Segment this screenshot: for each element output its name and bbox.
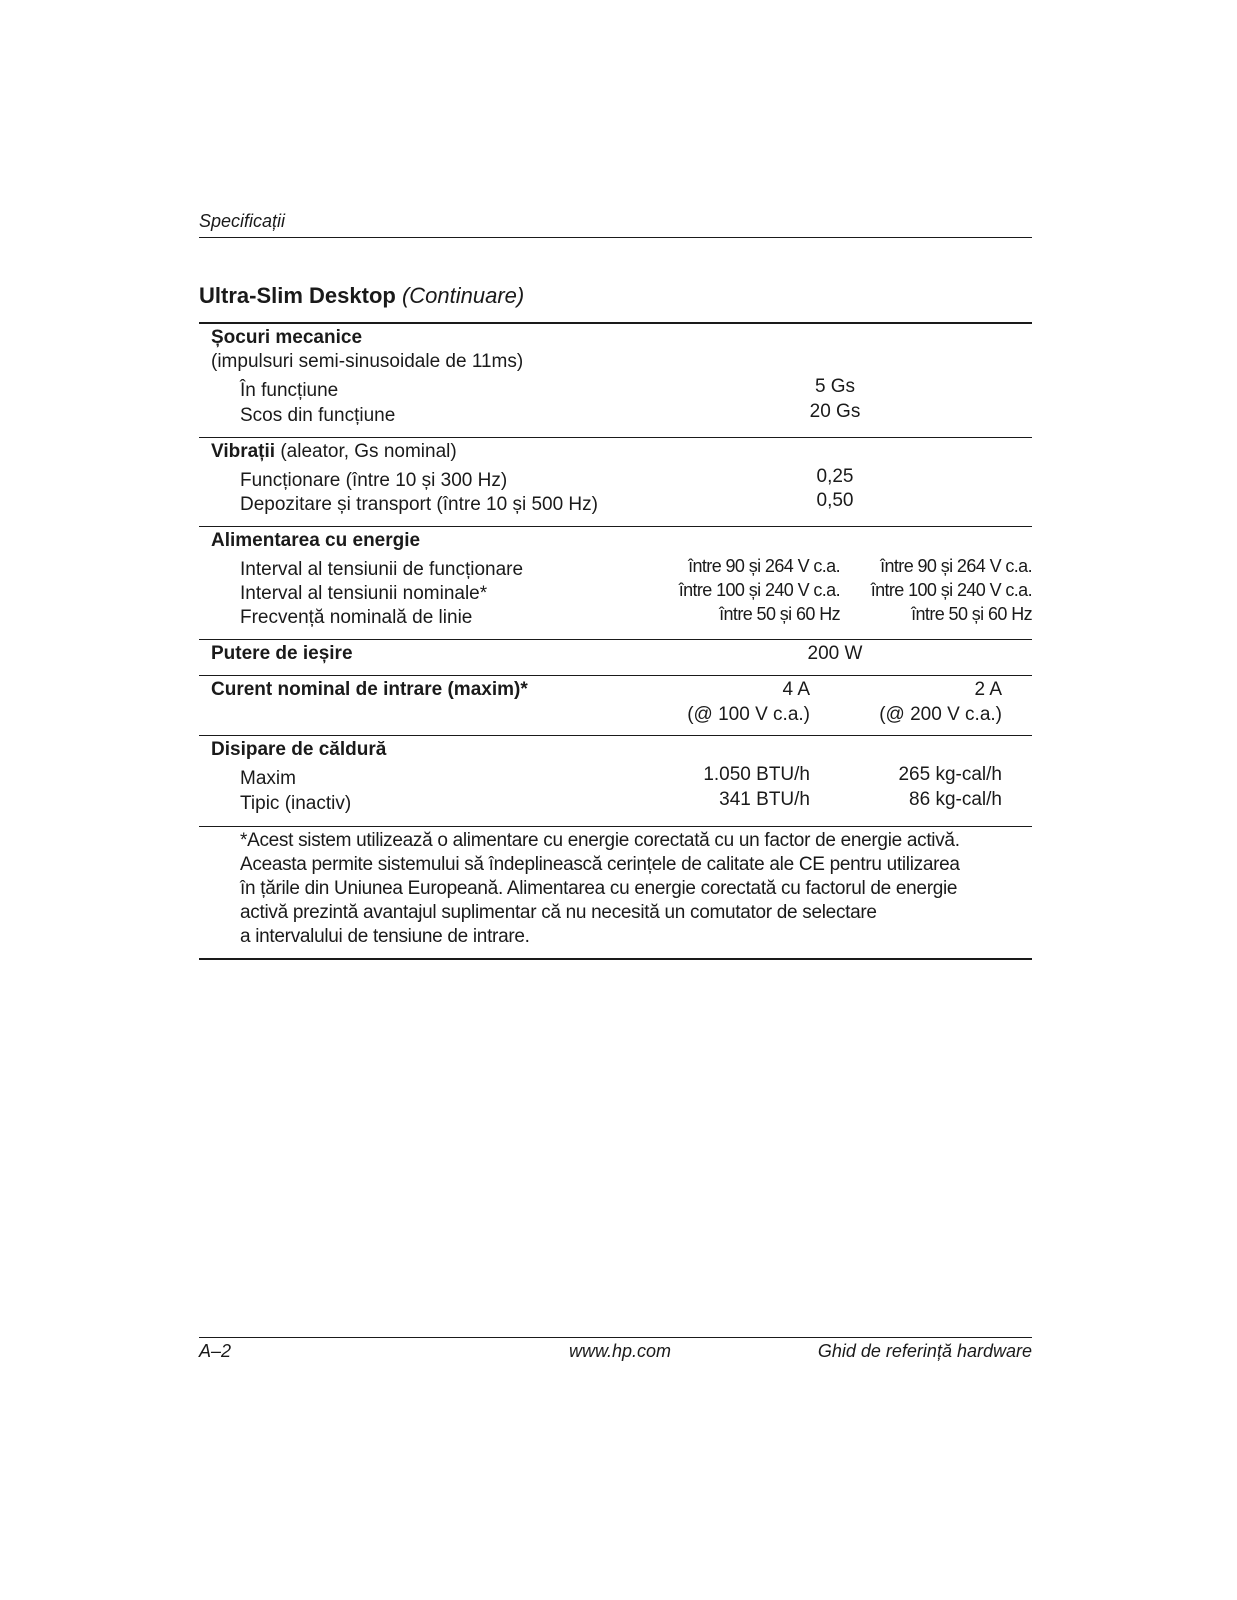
shock-operating-label: În funcțiune <box>240 380 339 401</box>
section-title <box>199 283 524 309</box>
power-heading: Alimentarea cu energie <box>211 530 421 551</box>
vibration-operating-value: 0,25 <box>816 466 854 487</box>
power-operating-range-label: Interval al tensiunii de funcționare <box>240 559 524 580</box>
row-divider <box>199 826 1032 827</box>
power-operating-range-value-2: între 90 și 264 V c.a. <box>880 556 1032 576</box>
shock-note: (impulsuri semi-sinusoidale de 11ms) <box>211 351 524 372</box>
row-divider <box>199 639 1032 640</box>
header-rule <box>199 237 1032 238</box>
current-value-1-note: (@ 100 V c.a.) <box>687 704 810 725</box>
footnote-line-4: activă prezintă avantajul suplimentar că nu necesită un comutator de selectare <box>240 902 877 923</box>
row-divider <box>199 735 1032 736</box>
vibration-heading-note: (aleator, Gs nominal) <box>280 441 457 462</box>
power-rated-range-value-1: între 100 și 240 V c.a. <box>678 580 840 600</box>
shock-nonoperating-label: Scos din funcțiune <box>240 405 396 426</box>
table-bottom-rule <box>199 958 1032 960</box>
heat-heading: Disipare de căldură <box>211 739 387 760</box>
vibration-heading: Vibrații <box>211 441 276 462</box>
running-title: Specificații <box>199 211 286 231</box>
power-frequency-label: Frecvență nominală de linie <box>240 607 473 628</box>
shock-operating-value: 5 Gs <box>814 376 856 397</box>
heat-typical-value-1: 341 BTU/h <box>719 789 810 810</box>
heat-max-value-2: 265 kg-cal/h <box>898 764 1002 785</box>
vibration-heading-line <box>211 441 457 463</box>
shock-heading: Șocuri mecanice <box>211 327 363 348</box>
power-rated-range-label: Interval al tensiunii nominale* <box>240 583 488 604</box>
heat-max-label: Maxim <box>240 768 296 789</box>
page-number: A–2 <box>199 1341 232 1361</box>
shock-nonoperating-value: 20 Gs <box>809 401 861 422</box>
section-title-suffix: (Continuare) <box>401 283 525 308</box>
section-title-main: Ultra-Slim Desktop <box>199 283 396 308</box>
power-rated-range-value-2: între 100 și 240 V c.a. <box>870 580 1032 600</box>
footnote-line-1: *Acest sistem utilizează o alimentare cu energie corectată cu un factor de energie activă. <box>240 830 960 851</box>
vibration-operating-label: Funcționare (între 10 și 300 Hz) <box>240 470 508 491</box>
footnote-line-5: a intervalului de tensiune de intrare. <box>240 926 530 947</box>
footer-rule <box>199 1337 1032 1338</box>
current-value-2: 2 A <box>974 679 1002 700</box>
output-value: 200 W <box>807 643 863 664</box>
vibration-storage-value: 0,50 <box>816 490 854 511</box>
heat-typical-label: Tipic (inactiv) <box>240 793 352 814</box>
heat-typical-value-2: 86 kg-cal/h <box>909 789 1002 810</box>
output-heading: Putere de ieșire <box>211 643 353 664</box>
footnote-line-3: în țările din Uniunea Europeană. Alimentarea cu energie corectată cu factorul de energie <box>240 878 958 899</box>
vibration-storage-label: Depozitare și transport (între 10 și 500 Hz) <box>240 494 598 515</box>
footer-url[interactable]: www.hp.com <box>568 1341 672 1361</box>
row-divider <box>199 675 1032 676</box>
table-top-rule <box>199 322 1032 324</box>
power-operating-range-value-1: între 90 și 264 V c.a. <box>688 556 840 576</box>
heat-max-value-1: 1.050 BTU/h <box>703 764 810 785</box>
current-heading: Curent nominal de intrare (maxim)* <box>211 679 528 700</box>
power-frequency-value-2: între 50 și 60 Hz <box>911 604 1032 624</box>
guide-title: Ghid de referință hardware <box>817 1341 1032 1361</box>
current-value-2-note: (@ 200 V c.a.) <box>879 704 1002 725</box>
row-divider <box>199 526 1032 527</box>
footnote-line-2: Aceasta permite sistemului să îndeplinească cerințele de calitate ale CE pentru utilizarea <box>240 854 960 875</box>
power-frequency-value-1: între 50 și 60 Hz <box>719 604 840 624</box>
current-value-1: 4 A <box>782 679 810 700</box>
row-divider <box>199 437 1032 438</box>
